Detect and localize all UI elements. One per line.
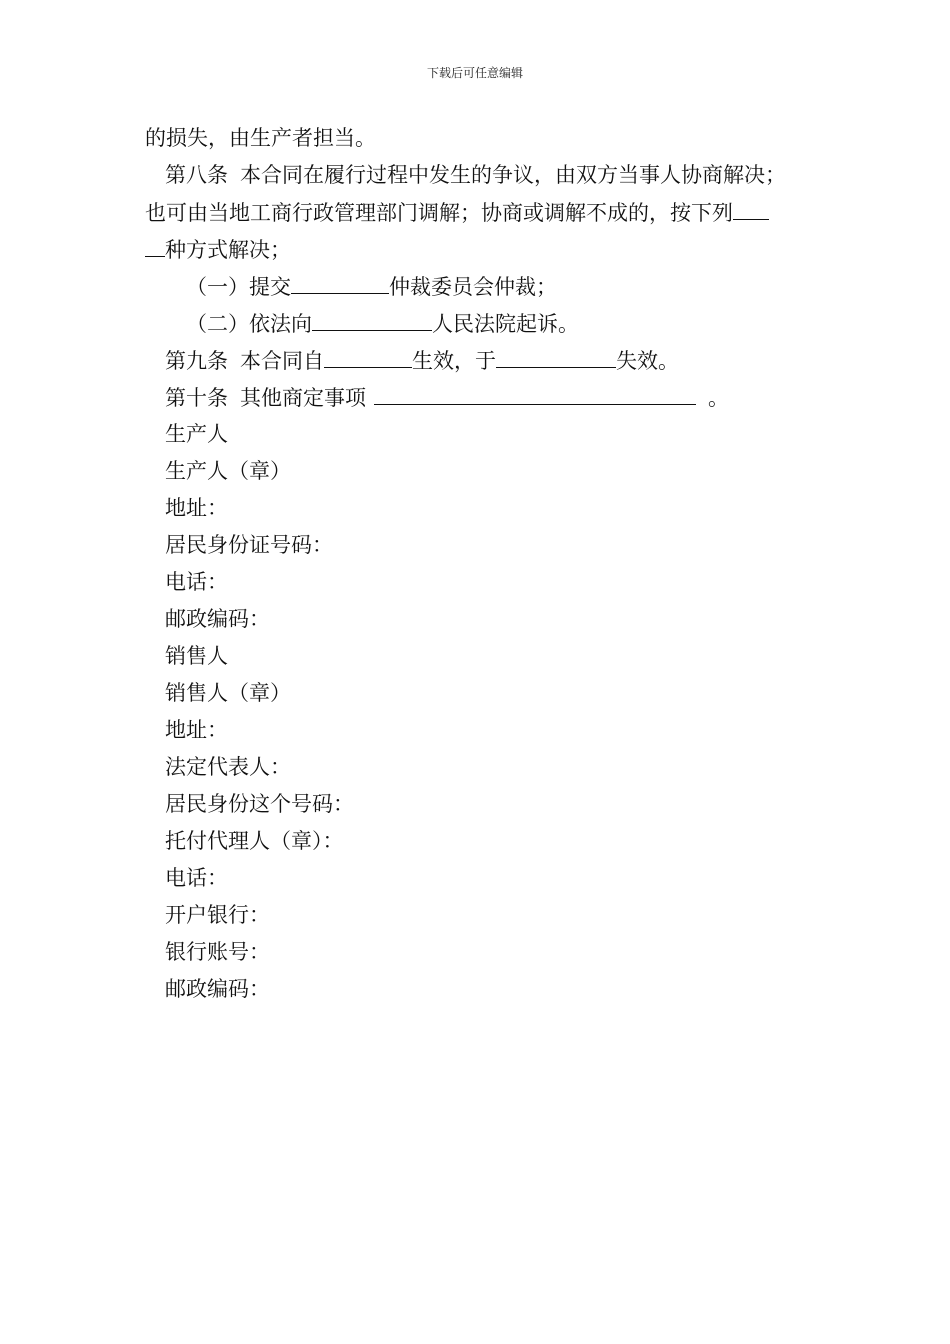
- seller-agent: 托付代理人（章）：: [165, 829, 344, 853]
- article-10-end: 。: [708, 386, 729, 410]
- option-1-text: 仲裁委员会仲裁；: [389, 275, 557, 299]
- blank-method-count-cont[interactable]: [145, 234, 165, 257]
- page-header: 下载后可任意编辑: [426, 66, 523, 80]
- seller-account: 银行账号：: [165, 940, 270, 964]
- article-9: [165, 345, 679, 376]
- blank-court[interactable]: [312, 308, 432, 331]
- option-1-label: （一）提交: [186, 275, 291, 299]
- seller-legal-rep: 法定代表人：: [165, 755, 291, 779]
- article-8-text-3: 种方式解决；: [165, 238, 291, 262]
- option-2: [186, 308, 579, 339]
- blank-effective-date[interactable]: [324, 345, 412, 368]
- article-8-line-2: [145, 197, 769, 228]
- seller-postal-code: 邮政编码：: [165, 977, 270, 1001]
- article-9-number: 第九条: [165, 349, 228, 373]
- article-10: [165, 382, 729, 413]
- option-2-text: 人民法院起诉。: [432, 312, 579, 336]
- article-8-line-1: [165, 160, 786, 190]
- option-2-label: （二）依法向: [186, 312, 312, 336]
- producer-title: 生产人: [165, 422, 228, 446]
- article-9-text-1: 本合同自: [240, 349, 324, 373]
- producer-seal: 生产人（章）: [165, 459, 291, 483]
- article-10-text: 其他商定事项: [240, 386, 366, 410]
- blank-arbitration-committee[interactable]: [291, 271, 389, 294]
- paragraph-continuation: 的损失，由生产者担当。: [145, 126, 376, 150]
- producer-address: 地址：: [165, 496, 228, 520]
- blank-other-matters[interactable]: [374, 382, 696, 405]
- producer-id-number: 居民身份证号码：: [165, 533, 333, 557]
- blank-expiry-date[interactable]: [496, 345, 616, 368]
- seller-id-number: 居民身份这个号码：: [165, 792, 354, 816]
- option-1: [186, 271, 557, 302]
- producer-postal-code: 邮政编码：: [165, 607, 270, 631]
- seller-address: 地址：: [165, 718, 228, 742]
- seller-seal: 销售人（章）: [165, 681, 291, 705]
- seller-bank: 开户银行：: [165, 903, 270, 927]
- article-9-text-3: 失效。: [616, 349, 679, 373]
- article-9-text-2: 生效，于: [412, 349, 496, 373]
- article-8-text: 本合同在履行过程中发生的争议，由双方当事人协商解决；: [240, 163, 786, 187]
- seller-title: 销售人: [165, 644, 228, 668]
- article-10-number: 第十条: [165, 386, 228, 410]
- producer-phone: 电话：: [165, 570, 228, 594]
- article-8-text-2: 也可由当地工商行政管理部门调解；协商或调解不成的，按下列: [145, 201, 733, 225]
- article-8-line-3: [145, 234, 291, 265]
- article-8-number: 第八条: [165, 163, 228, 187]
- seller-phone: 电话：: [165, 866, 228, 890]
- blank-method-count[interactable]: [733, 197, 769, 220]
